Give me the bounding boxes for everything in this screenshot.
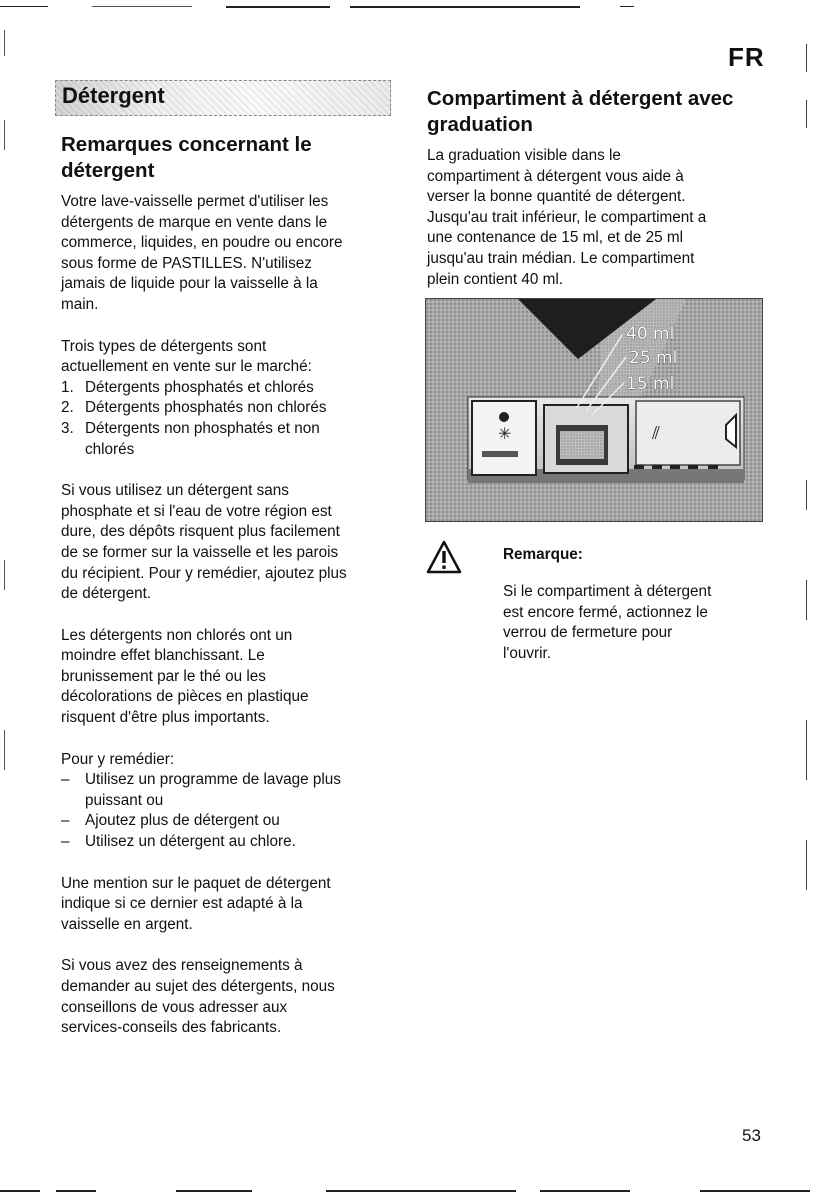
text-line: Votre lave-vaisselle permet d'utiliser les — [61, 193, 329, 210]
scan-mark — [176, 1190, 252, 1192]
paragraph-advice — [61, 956, 401, 1038]
paragraph-chlorine — [61, 626, 401, 729]
text-line: décolorations de pièces en plastique — [61, 688, 309, 706]
list-item — [61, 811, 401, 832]
list-item — [61, 419, 401, 460]
text-line: indique si ce dernier est adapté à la — [61, 895, 303, 913]
text-line: Jusqu'au trait inférieur, le compartiment a — [427, 208, 707, 226]
text-line: commerce, liquides, en poudre ou encore — [61, 234, 343, 252]
text-line: moindre effet blanchissant. Le — [61, 647, 265, 665]
text-line: Pour y remédier: — [61, 750, 175, 768]
text-line: La graduation visible dans le — [427, 147, 621, 164]
text-line: demander au sujet des détergents, nous — [61, 978, 335, 995]
scan-mark — [806, 44, 807, 72]
text-line: compartiment à détergent vous aide à — [427, 167, 684, 185]
list-number: 1. — [61, 378, 74, 396]
scan-mark — [226, 6, 330, 8]
list-item — [61, 832, 401, 853]
text-line: Utilisez un programme de lavage plus — [85, 771, 341, 789]
text-line: actuellement en vente sur le marché: — [61, 358, 312, 376]
scan-mark — [806, 840, 807, 890]
text-line: verser la bonne quantité de détergent. — [427, 188, 686, 206]
remedies-list — [61, 770, 401, 852]
scan-mark — [700, 1190, 810, 1192]
text-line: Si vous utilisez un détergent sans — [61, 482, 289, 500]
heading-line: détergent — [61, 159, 155, 182]
text-line: Une mention sur le paquet de détergent — [61, 874, 331, 892]
scan-mark — [56, 1190, 96, 1192]
svg-text:✳: ✳ — [498, 424, 512, 443]
text-line: vaisselle en argent. — [61, 915, 193, 933]
list-number: 3. — [61, 419, 74, 437]
text-line: de détergent. — [61, 585, 152, 603]
text-line: détergents de marque en vente dans le — [61, 213, 328, 231]
text-line: Détergents phosphatés et chlorés — [85, 378, 314, 396]
detergent-compartment-photo — [425, 298, 763, 522]
compartment-illustration — [426, 299, 762, 521]
text-line: du récipient. Pour y remédier, ajoutez plus — [61, 564, 347, 582]
scan-mark — [806, 720, 807, 780]
note-title: Remarque: — [503, 546, 583, 563]
text-line: phosphate et si l'eau de votre région est — [61, 502, 332, 520]
text-line: Si vous avez des renseignements à — [61, 957, 303, 975]
language-code: FR — [728, 42, 765, 72]
scan-mark — [4, 560, 5, 590]
text-line: dure, des dépôts risquent plus facilement — [61, 523, 340, 541]
scan-mark — [0, 6, 48, 7]
text-line: Si le compartiment à détergent — [503, 583, 712, 600]
paragraph-types-intro — [61, 337, 401, 378]
text-line: Les détergents non chlorés ont un — [61, 626, 293, 644]
text-line: Détergents non phosphatés et non — [85, 419, 320, 437]
list-item — [61, 398, 401, 419]
text-line: l'ouvrir. — [503, 644, 551, 662]
paragraph-intro — [61, 192, 401, 316]
label-15ml: 15 ml — [626, 374, 675, 394]
section-label-box — [55, 80, 391, 116]
heading-line: Remarques concernant le — [61, 133, 312, 156]
scan-mark — [4, 120, 5, 150]
text-line: verrou de fermeture pour — [503, 624, 673, 642]
heading-line: Compartiment à détergent avec — [427, 87, 734, 110]
scan-mark — [620, 6, 634, 7]
text-line: est encore fermé, actionnez le — [503, 603, 708, 621]
text-line: sous forme de PASTILLES. N'utilisez — [61, 254, 312, 272]
scan-mark — [4, 730, 5, 770]
text-line: Utilisez un détergent au chlore. — [85, 833, 296, 851]
text-line: de se former sur la vaisselle et les parois — [61, 543, 339, 561]
scan-mark — [806, 580, 807, 620]
text-line: plein contient 40 ml. — [427, 270, 564, 288]
list-dash: – — [61, 812, 70, 830]
left-column — [61, 80, 401, 1039]
paragraph-remedy-intro — [61, 750, 401, 771]
text-line: services-conseils des fabricants. — [61, 1019, 282, 1037]
right-heading — [427, 86, 767, 138]
text-line: Trois types de détergents sont — [61, 337, 267, 355]
text-line: conseillons de vous adresser aux — [61, 998, 288, 1016]
note-text — [503, 582, 763, 664]
text-line: main. — [61, 295, 99, 313]
scan-mark — [806, 480, 807, 510]
text-line: une contenance de 15 ml, et de 25 ml — [427, 229, 683, 247]
list-dash: – — [61, 771, 70, 789]
label-25ml: 25 ml — [629, 348, 678, 368]
scan-mark — [326, 1190, 516, 1192]
left-heading — [61, 132, 401, 184]
text-line: brunissement par le thé ou les — [61, 667, 266, 685]
text-line: jamais de liquide pour la vaisselle à la — [61, 275, 318, 293]
list-item — [61, 770, 401, 811]
text-line: Ajoutez plus de détergent ou — [85, 812, 280, 830]
warning-icon — [426, 540, 462, 574]
text-line: risquent d'être plus importants. — [61, 709, 270, 727]
right-column — [427, 86, 767, 290]
text-line: jusqu'au train médian. Le compartiment — [427, 249, 695, 267]
list-number: 2. — [61, 399, 74, 417]
list-dash: – — [61, 833, 70, 851]
scan-mark — [350, 6, 580, 8]
svg-text:⫽: ⫽ — [652, 423, 661, 444]
section-label: Détergent — [62, 83, 165, 108]
scan-mark — [4, 30, 5, 56]
label-40ml: 40 ml — [626, 324, 675, 344]
scan-mark — [540, 1190, 630, 1192]
scan-mark — [92, 6, 192, 7]
text-line: chlorés — [85, 440, 135, 458]
paragraph-silver — [61, 874, 401, 936]
paragraph-graduation — [427, 146, 767, 290]
detergent-types-list — [61, 378, 401, 460]
text-line: puissant ou — [85, 791, 164, 809]
heading-line: graduation — [427, 113, 533, 136]
scan-mark — [0, 1190, 40, 1192]
paragraph-phosphate — [61, 481, 401, 605]
text-line: Détergents phosphatés non chlorés — [85, 399, 327, 417]
list-item — [61, 378, 401, 399]
page-number: 53 — [742, 1126, 761, 1145]
scan-mark — [806, 100, 807, 128]
